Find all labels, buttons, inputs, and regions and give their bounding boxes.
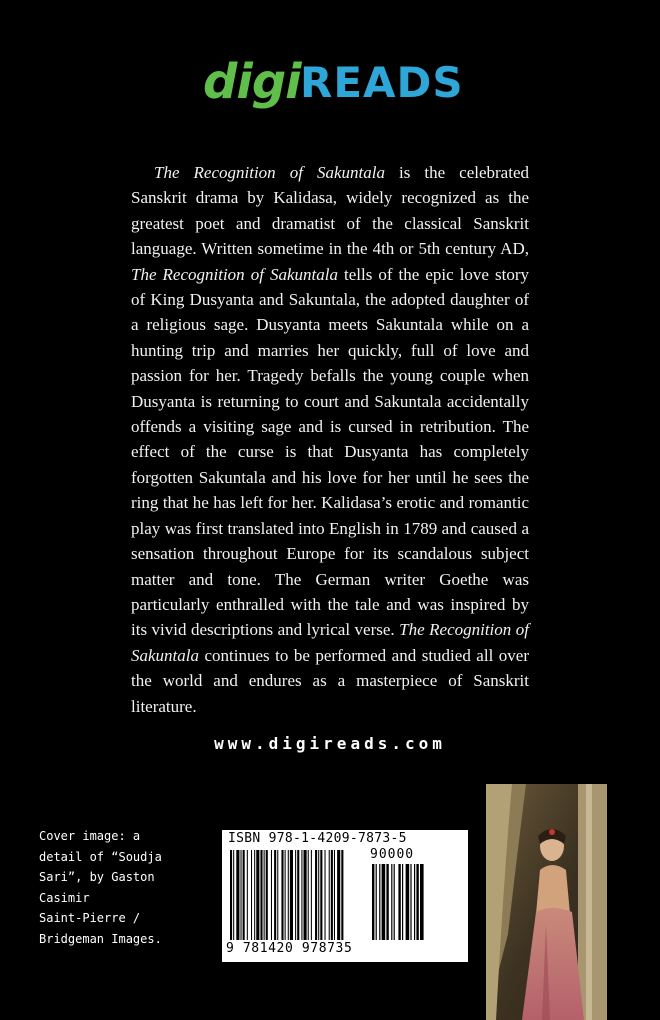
barcode-addon-bar [410,864,411,940]
cover-image-credit: Cover image: a detail of “Soudja Sari”, by Gaston Casimir Saint-Pierre / Bridgeman Images. [39,829,162,946]
barcode-bar [329,850,330,940]
barcode-bar [266,850,268,940]
barcode-addon-bar [372,864,374,940]
barcode-bar [230,850,232,940]
description-text-1: is the celebrated Sanskrit drama by Kalidasa, widely recognized as the greatest poet and dramatist of the classical Sanskrit language. Written sometime in the 4th or 5th century AD, [131,163,529,259]
barcode-bar [290,850,293,940]
description-text-2: tells of the epic love story of King Dusyanta and Sakuntala, the adopted daughter of a religious sage. Dusyanta meets Sakuntala while on a hunting trip and marries her quickly, full of love and passion for her. Tragedy befalls the young couple when Dusyanta is returning to court and Sakuntala accidentally offends a visiting sage and is cursed in retribution. The effect of the curse is that Dusyanta has completely forgotten Sakuntala and his love for her until he sees the ring that he has left for her. Kalidasa’s erotic and romantic play was first translated into English in 1789 and caused a sensation throughout Europe for its scandalous subject matter and tone. The German writer Goethe was particularly enthralled with the tale and was inspired by its vivid descriptions and lyrical verse. [131,264,530,640]
barcode-bar [331,850,333,940]
barcode-bar [308,850,309,940]
barcode-bar [341,850,343,940]
book-title-3: The Recognition of Sakuntala [131,620,529,665]
barcode-addon-bar [420,864,424,940]
cover-painting-detail [486,784,607,1020]
isbn-barcode [222,830,468,962]
barcode-bar [241,850,242,940]
description-paragraph [131,160,529,719]
barcode-bar [274,850,276,940]
barcode-bar [311,850,312,940]
barcode-addon-bar [386,864,388,940]
barcode-addon-bar [414,864,415,940]
barcode-addon-bar [382,864,386,940]
book-title-1: The Recognition of Sakuntala [154,163,385,182]
book-description [131,160,529,719]
barcode-bar [325,850,326,940]
barcode-addon-bar [416,864,418,940]
barcode-addon-bar [376,864,377,940]
barcode-bar [320,850,322,940]
barcode-addon-bar [402,864,403,940]
barcode-bar [254,850,255,940]
price-code: 90000 [370,847,415,862]
website-url: www.digireads.com [214,734,446,753]
barcode-bar [301,850,302,940]
barcode-bar [304,850,307,940]
barcode-addon-bar [398,864,400,940]
publisher-logo [203,48,463,118]
barcode-bar [337,850,340,940]
barcode-bar [277,850,278,940]
barcode-bar [281,850,283,940]
isbn-label: ISBN 978-1-4209-7873-5 [228,831,407,846]
barcode-addon-bar [391,864,392,940]
description-text-3: continues to be performed and studied all over the world and endures as a masterpiece of Sanskrit literature. [131,645,529,716]
barcode-bar [251,850,252,940]
barcode-bar [295,850,296,940]
logo-digi: digi [203,54,301,110]
barcode-addon-bar [406,864,410,940]
barcode-digits: 9 781420 978735 [226,941,353,956]
barcode-bar [260,850,262,940]
barcode-bar [264,850,265,940]
barcode-bar [334,850,335,940]
barcode-bar [318,850,319,940]
book-title-2: The Recognition of Sakuntala [131,264,338,284]
barcode-bar [233,850,234,940]
barcode-bar [236,850,239,940]
barcode-bar [315,850,317,940]
logo-reads: READS [300,58,464,107]
barcode-bar [271,850,272,940]
barcode-bar [243,850,245,940]
barcode-addon-bar [379,864,380,940]
barcode-bar [285,850,286,940]
barcode-bar [247,850,248,940]
barcode-bar [297,850,299,940]
barcode-addon-bar [394,864,395,940]
barcode-bar [288,850,289,940]
barcode-bar [256,850,259,940]
